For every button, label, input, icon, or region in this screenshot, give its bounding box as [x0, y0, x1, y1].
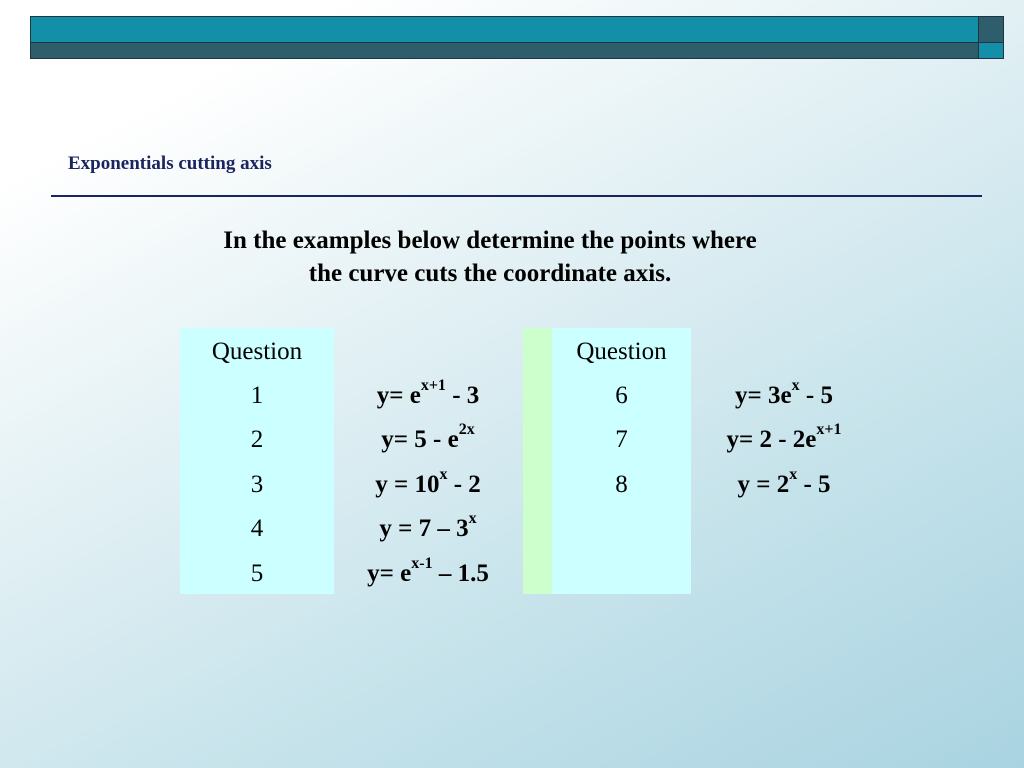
instruction-line-1: In the examples below determine the points where	[223, 227, 757, 254]
equation-exponent: x+1	[420, 376, 446, 394]
header-square-bottom	[978, 42, 1004, 59]
equation-exponent: x	[468, 509, 477, 527]
equation-rest: - 2	[447, 471, 481, 498]
question-number-2: 2	[250, 426, 264, 453]
question-number-6: 6	[615, 382, 628, 409]
heading-divider	[51, 195, 982, 197]
left-question-header: Question	[211, 338, 303, 365]
equation-base: y= 2 - 2e	[726, 426, 817, 453]
equation-base: y= 3e	[735, 382, 792, 409]
equation-base: y = 2	[737, 471, 790, 498]
equation-4	[334, 509, 522, 544]
header-bar-top	[30, 16, 979, 43]
equation-exponent: x	[439, 465, 448, 483]
question-number-5: 5	[250, 560, 264, 587]
equation-rest: - 5	[799, 382, 833, 409]
separator-column	[523, 328, 552, 594]
equation-rest: - 5	[797, 471, 831, 498]
left-question-column	[180, 328, 334, 594]
slide-heading: Exponentials cutting axis	[68, 153, 272, 174]
equation-rest: – 1.5	[432, 560, 489, 587]
right-equation-column	[691, 328, 877, 594]
equation-8	[691, 465, 877, 500]
equation-3	[334, 465, 522, 500]
equation-exponent: x	[789, 465, 798, 483]
instruction-line-2: the curve cuts the coordinate axis.	[308, 260, 672, 287]
instruction-text	[140, 224, 840, 290]
equation-6	[691, 376, 877, 411]
equation-base: y = 7 – 3	[379, 515, 469, 542]
equation-exponent: x-1	[411, 554, 433, 572]
question-number-4: 4	[250, 515, 264, 542]
equation-2	[334, 420, 522, 455]
equation-base: y = 10	[375, 471, 440, 498]
equation-exponent: x+1	[816, 420, 842, 438]
question-number-1: 1	[250, 382, 264, 409]
equation-base: y= e	[376, 382, 421, 409]
right-question-header: Question	[576, 338, 667, 365]
equation-base: y= e	[367, 560, 412, 587]
right-question-column	[552, 328, 691, 594]
equation-rest: - 3	[445, 382, 480, 409]
equation-5	[334, 554, 522, 589]
question-number-3: 3	[250, 471, 264, 498]
equation-exponent: 2x	[458, 420, 475, 438]
header-square-top	[978, 16, 1004, 43]
equation-7	[691, 420, 877, 455]
question-number-7: 7	[615, 426, 628, 453]
question-number-8: 8	[615, 471, 628, 498]
left-equation-column	[334, 328, 522, 594]
header-bar-bottom	[30, 42, 979, 59]
equation-1	[334, 376, 522, 411]
equation-base: y= 5 - e	[381, 426, 459, 453]
equation-exponent: x	[791, 376, 800, 394]
